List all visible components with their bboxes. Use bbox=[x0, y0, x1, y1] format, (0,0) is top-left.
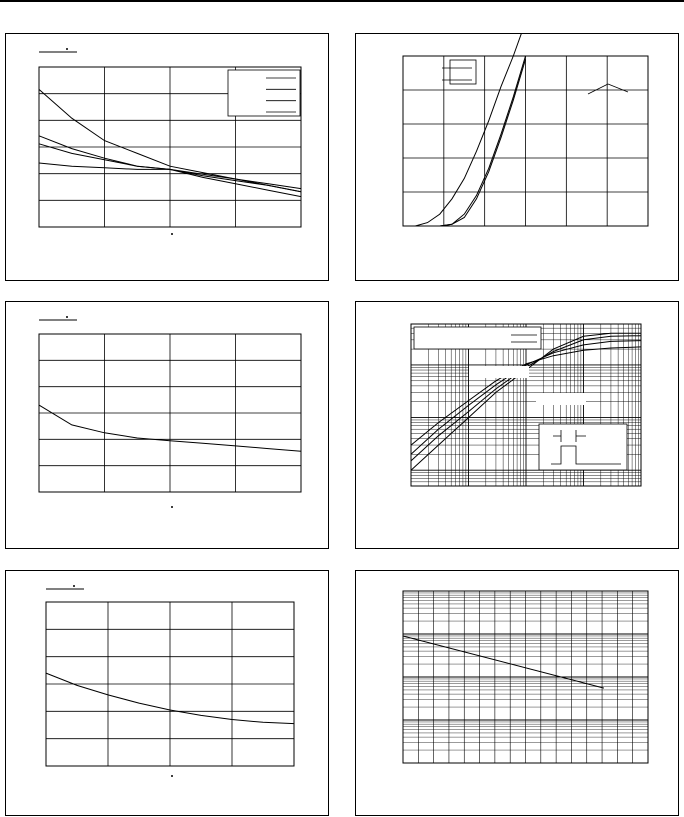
chart-5 bbox=[6, 571, 328, 815]
inset-box bbox=[539, 424, 627, 470]
axis-label-mark bbox=[171, 775, 173, 777]
legend-box bbox=[414, 327, 541, 349]
chart-panel-2 bbox=[355, 33, 679, 281]
chart-4 bbox=[356, 302, 678, 548]
chart-2 bbox=[356, 34, 678, 280]
chart-panel-5 bbox=[5, 570, 329, 816]
axis-label-mark bbox=[171, 233, 173, 235]
annotation-box bbox=[536, 393, 586, 405]
series-line-1 bbox=[403, 636, 604, 688]
annotation-arrow bbox=[588, 84, 628, 94]
axis-label-mark bbox=[66, 48, 68, 50]
chart-1 bbox=[6, 34, 328, 280]
chart-3 bbox=[6, 302, 328, 548]
chart-6 bbox=[356, 571, 678, 815]
chart-panel-6 bbox=[355, 570, 679, 816]
annotation-box bbox=[469, 366, 529, 378]
chart-panel-1 bbox=[5, 33, 329, 281]
axis-label-mark bbox=[73, 585, 75, 587]
legend-box bbox=[450, 60, 476, 84]
chart-panel-4 bbox=[355, 301, 679, 549]
legend-box bbox=[228, 70, 300, 116]
chart-panel-3 bbox=[5, 301, 329, 549]
page-top-rule bbox=[0, 0, 684, 2]
axis-label-mark bbox=[66, 316, 68, 318]
axis-label-mark bbox=[171, 506, 173, 508]
